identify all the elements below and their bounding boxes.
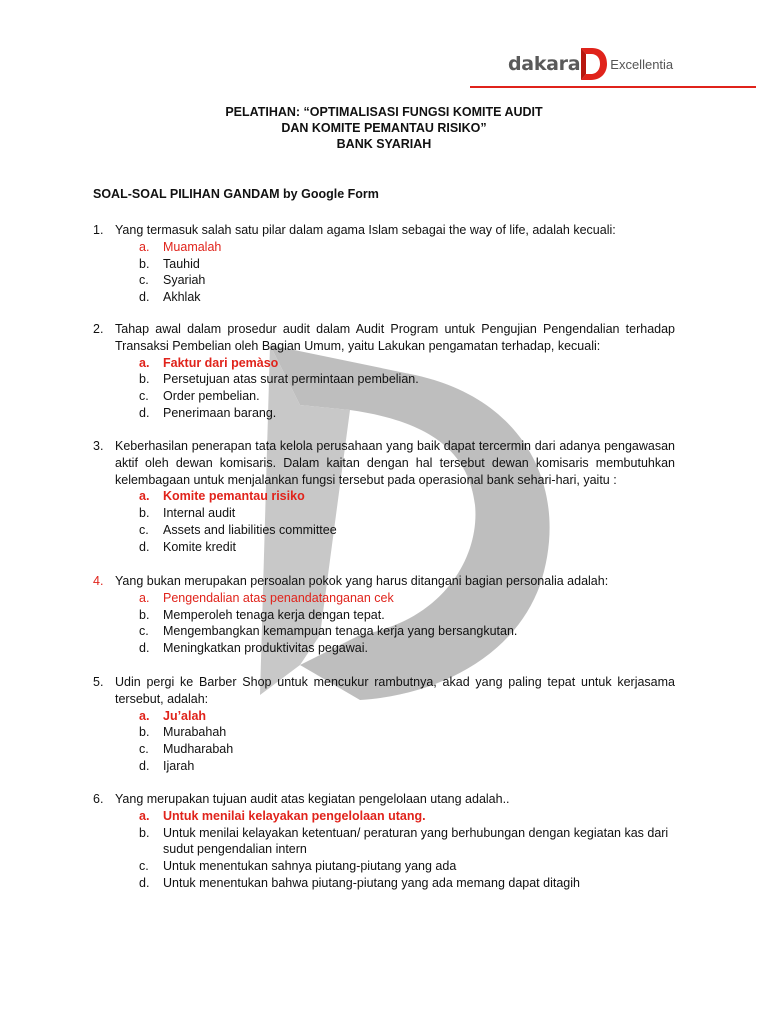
question-text: Yang termasuk salah satu pilar dalam agama Islam sebagai the way of life, adalah kecuali:: [115, 223, 616, 237]
option-text: Muamalah: [163, 239, 222, 254]
option-letter: d.: [139, 641, 150, 656]
option-letter: b.: [139, 607, 150, 622]
option-text: Penerimaan barang.: [163, 405, 277, 420]
option-letter: a.: [139, 590, 150, 605]
option-correct: [139, 590, 675, 607]
option-letter: b.: [139, 372, 150, 387]
option-text: Meningkatkan produktivitas pegawai.: [163, 641, 368, 656]
option-letter: d.: [139, 405, 150, 420]
question-number: 2.: [93, 322, 104, 336]
question-text: Yang merupakan tujuan audit atas kegiatan pengelolaan utang adalah..: [115, 792, 510, 806]
option-letter: c.: [139, 624, 149, 639]
option-text: Untuk menilai kelayakan pengelolaan utang.: [163, 808, 426, 823]
title-line-2: DAN KOMITE PEMANTAU RISIKO”: [281, 121, 487, 135]
option-list: [139, 239, 675, 306]
logo-text-dakara: dakara: [508, 53, 581, 75]
logo-text-excellentia: Excellentia: [610, 56, 674, 72]
title-line-3: BANK SYARIAH: [336, 137, 432, 151]
header-divider: [470, 86, 756, 88]
option-text: Mengembangkan kemampuan tenaga kerja yang bersangkutan.: [163, 624, 518, 639]
option: [139, 758, 675, 775]
logo-d-mark-icon: [578, 46, 608, 82]
question-2: [93, 321, 675, 422]
option: [139, 858, 675, 875]
option: [139, 640, 675, 657]
question-number: 3.: [93, 439, 104, 453]
question-6: [93, 791, 675, 892]
option-text: Memperoleh tenaga kerja dengan tepat.: [163, 607, 385, 622]
question-number: 4.: [93, 574, 104, 588]
question-text: Yang bukan merupakan persoalan pokok yang harus ditangani bagian personalia adalah:: [115, 574, 609, 588]
option: [139, 505, 675, 522]
option-letter: a.: [139, 489, 150, 504]
option-letter: c.: [139, 389, 149, 404]
option-text: Komite pemantau risiko: [163, 489, 305, 504]
question-number: 6.: [93, 792, 104, 806]
option-letter: a.: [139, 355, 150, 370]
option-letter: c.: [139, 522, 149, 537]
option-text: Syariah: [163, 273, 206, 288]
option: [139, 371, 675, 388]
option-letter: d.: [139, 290, 150, 305]
option-correct: [139, 708, 675, 725]
option-list: [139, 808, 675, 892]
option: [139, 405, 675, 422]
option-list: [139, 708, 675, 775]
option-letter: d.: [139, 758, 150, 773]
option: [139, 724, 675, 741]
option-correct: [139, 355, 675, 372]
option: [139, 607, 675, 624]
option: [139, 875, 675, 892]
option-text: Ju’alah: [163, 708, 207, 723]
option-letter: c.: [139, 859, 149, 874]
option: [139, 825, 675, 859]
option-letter: b.: [139, 825, 150, 840]
title-line-1: PELATIHAN: “OPTIMALISASI FUNGSI KOMITE AUDIT: [225, 105, 543, 119]
option-text: Assets and liabilities committee: [163, 522, 337, 537]
question-text: Tahap awal dalam prosedur audit dalam Audit Program untuk Pengujian Pengendalian terhadap Transaksi Pembelian oleh Bagian Umum, yaitu Lakukan pengamatan terhadap, kecuali:: [115, 322, 675, 353]
option: [139, 539, 675, 556]
option-text-continued: sudut pengendalian intern: [163, 842, 307, 857]
question-text: Keberhasilan penerapan tata kelola perusahaan yang baik dapat tercermin dari adanya pengawasan aktif oleh dewan komisaris. Dalam kaitan dengan hal tersebut dewan komisaris membutuhkan kelembagaan untuk menjalankan fungsi tersebut pada operasional bank sehari-hari, yaitu :: [115, 439, 675, 487]
option-letter: a.: [139, 708, 150, 723]
option: [139, 623, 675, 640]
option-text: Untuk menilai kelayakan ketentuan/ peraturan yang berhubungan dengan kegiatan kas dari: [163, 825, 669, 840]
option-text: Order pembelian.: [163, 389, 260, 404]
option-letter: a.: [139, 239, 150, 254]
option-text: Murabahah: [163, 725, 227, 740]
option-list: [139, 488, 675, 555]
option-letter: c.: [139, 273, 149, 288]
option: [139, 741, 675, 758]
question-4: [93, 573, 675, 657]
option-text: Ijarah: [163, 758, 195, 773]
option-text: Pengendalian atas penandatanganan cek: [163, 590, 394, 605]
option-text: Akhlak: [163, 290, 201, 305]
option-letter: b.: [139, 725, 150, 740]
company-logo: [508, 44, 673, 84]
option-text: Faktur dari pemàso: [163, 355, 279, 370]
option-letter: a.: [139, 808, 150, 823]
option-correct: [139, 488, 675, 505]
option: [139, 388, 675, 405]
option-correct: [139, 239, 675, 256]
option-text: Persetujuan atas surat permintaan pembelian.: [163, 372, 419, 387]
option-text: Komite kredit: [163, 539, 236, 554]
question-text: Udin pergi ke Barber Shop untuk mencukur rambutnya, akad yang paling tepat untuk kerjasama tersebut, adalah:: [115, 675, 675, 706]
option: [139, 522, 675, 539]
option-letter: b.: [139, 256, 150, 271]
question-3: [93, 438, 675, 556]
option-text: Tauhid: [163, 256, 200, 271]
question-number: 5.: [93, 675, 104, 689]
option-letter: b.: [139, 506, 150, 521]
option-letter: d.: [139, 875, 150, 890]
option-text: Internal audit: [163, 506, 236, 521]
option-text: Mudharabah: [163, 742, 234, 757]
question-5: [93, 674, 675, 775]
option: [139, 289, 675, 306]
section-heading: SOAL-SOAL PILIHAN GANDAM by Google Form: [93, 187, 379, 201]
question-number: 1.: [93, 223, 104, 237]
option-text: Untuk menentukan bahwa piutang-piutang yang ada memang dapat ditagih: [163, 875, 580, 890]
option-list: [139, 590, 675, 657]
option-letter: c.: [139, 742, 149, 757]
option-list: [139, 355, 675, 422]
question-1: [93, 222, 675, 306]
option: [139, 256, 675, 273]
option: [139, 272, 675, 289]
option-correct: [139, 808, 675, 825]
option-text: Untuk menentukan sahnya piutang-piutang yang ada: [163, 859, 457, 874]
option-letter: d.: [139, 539, 150, 554]
